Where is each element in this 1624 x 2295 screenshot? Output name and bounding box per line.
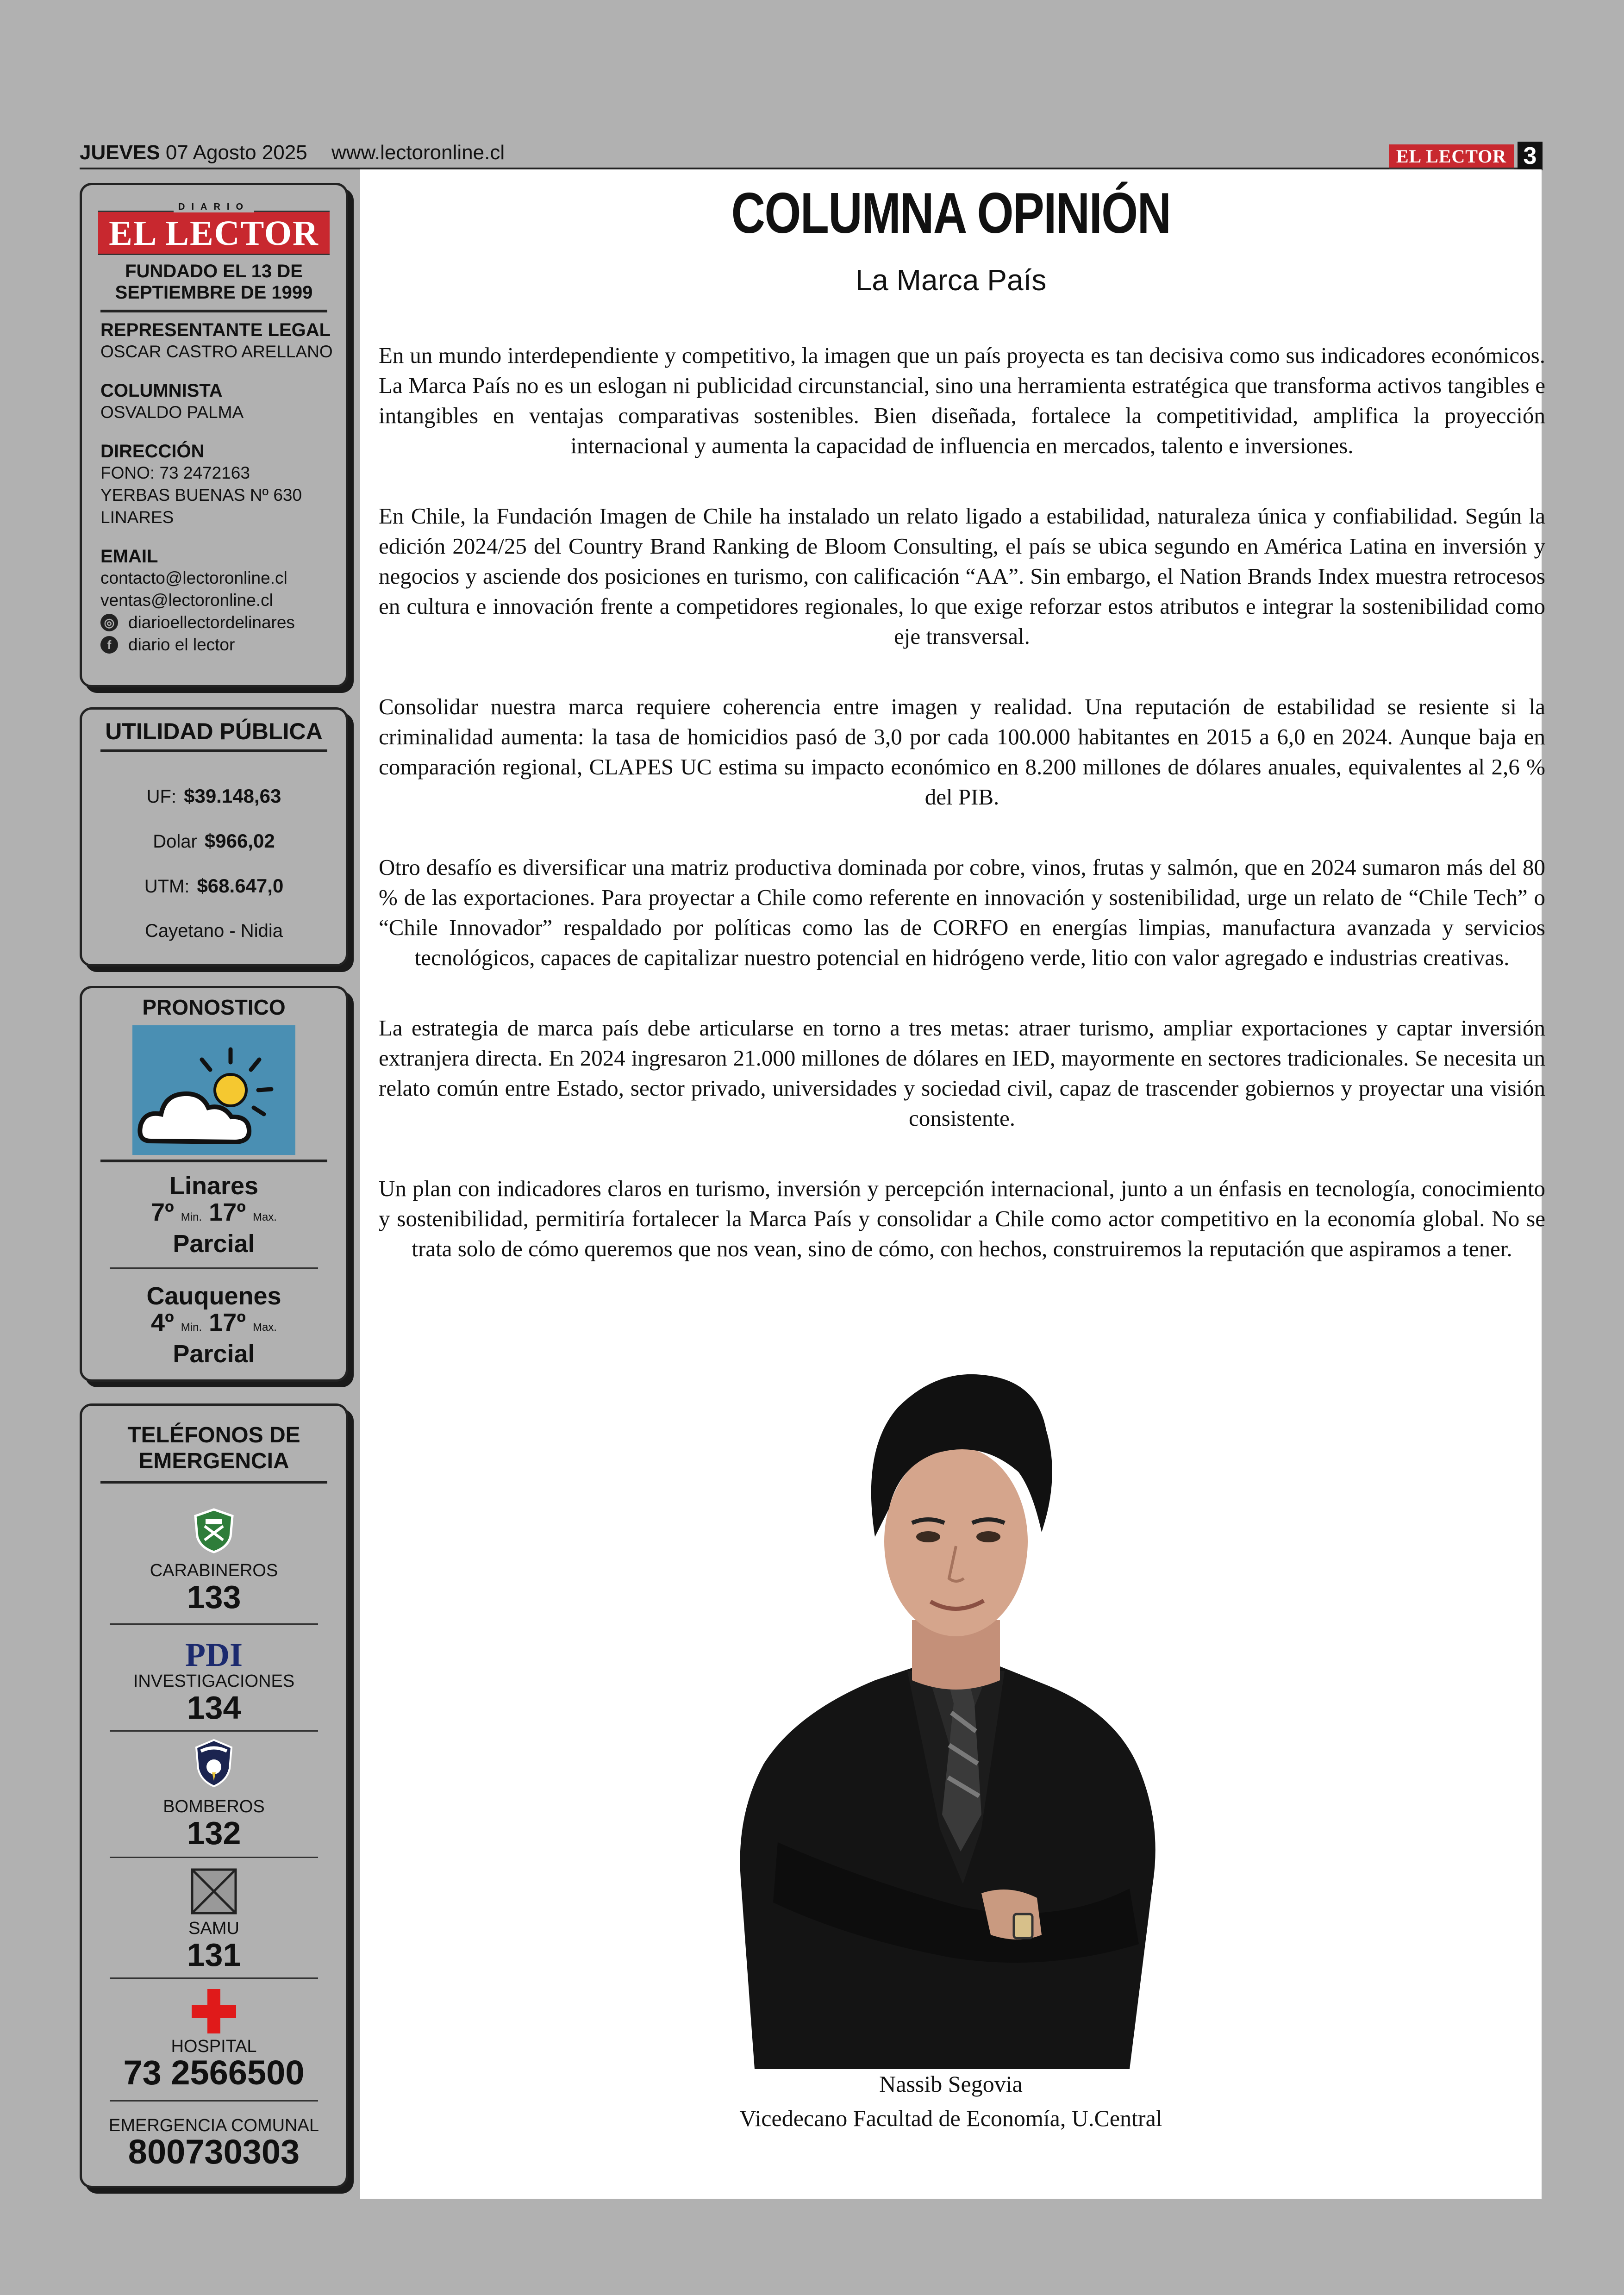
author-photo [722,1361,1181,2069]
author-name: Nassib Segovia [879,2071,1023,2097]
columnist-name: OSVALDO PALMA [100,403,244,422]
utility-box [80,707,348,967]
page-number: 3 [1518,142,1543,170]
dolar-value: $966,02 [204,830,275,852]
bomberos-badge-icon [192,1738,236,1789]
emergency-box [80,1403,348,2188]
divider [100,310,327,312]
saints-text: Cayetano - Nidia [145,921,283,941]
service-hospital [82,1988,346,2092]
max-label: Max. [252,1211,277,1223]
divider [110,1730,318,1732]
min-temp: 4º [151,1309,174,1336]
brand-logo [98,202,330,255]
utility-title: UTILIDAD PÚBLICA [105,718,323,744]
samu-placeholder-icon [191,1868,237,1915]
facebook-handle: diario el lector [128,635,235,654]
columnist-label: COLUMNISTA [100,380,223,401]
service-number[interactable]: 800730303 [128,2133,300,2171]
service-investigaciones [82,1636,346,1726]
article-paragraph: Un plan con indicadores claros en turismo, inversión y percepción internacional, junto a un énfasis en tecnología, conocimiento y sostenibilidad, permitiría fortalecer la Marca País y consolidar a Chile como actor competitivo en la economía global. No se trata solo de cómo queremos que nos vean, sino de cómo, con hechos, construiremos la reputación que aspiramos a tener. [379,1176,1545,1261]
service-name: EMERGENCIA COMUNAL [109,2116,319,2135]
forecast-title: PRONOSTICO [142,995,286,1019]
uf-label: UF: [146,786,177,807]
service-samu [82,1868,346,1971]
instagram-icon: ◎ [100,614,118,631]
city-text: LINARES [100,508,174,527]
service-number[interactable]: 132 [187,1815,241,1851]
divider [110,1623,318,1625]
street-text: YERBAS BUENAS Nº 630 [100,486,302,505]
instagram-link[interactable] [100,611,346,634]
city-condition: Parcial [173,1340,255,1368]
address-label: DIRECCIÓN [100,441,205,461]
article-paragraph: Otro desafío es diversificar una matriz productiva dominada por cobre, vinos, frutas y salmón, que en 2024 sumaron más del 80 % de las exportaciones. Para proyectar a Chile como referente en innovación y sostenibilidad, urge un relato de “Chile Tech” o “Chile Innovador” respaldado por políticas como las de CORFO en energías limpias, manufactura avanzada y servicios tecnológicos, capaces de capitalizar nuestro potencial en hidrógeno verde, litio con valor agregado e industrias creativas. [379,854,1545,970]
facebook-link[interactable] [100,634,346,656]
brand-top: DIARIO [174,202,254,212]
uf-value: $39.148,63 [184,785,281,807]
service-name: SAMU [188,1919,239,1938]
phone-text: FONO: 73 2472163 [100,463,250,482]
legal-name: OSCAR CASTRO ARELLANO [100,342,333,361]
masthead-box [80,183,348,687]
service-number[interactable]: 134 [187,1690,241,1726]
max-temp: 17º [209,1309,246,1336]
article-paragraph: La estrategia de marca país debe articularse en torno a tres metas: atraer turismo, ampliar exportaciones y captar inversión extranjera directa. En 2024 ingresaron 21.000 millones de dólares en IED, mayormente en sectores tradicionales. Se necesita un relato común entre Estado, sector privado, universidades y sociedad civil, capaz de trascender gobiernos y proyectar una visión consistente. [379,1015,1545,1131]
brand-name: EL LECTOR [109,214,319,253]
carabineros-badge-icon [192,1508,236,1554]
article-paragraph: En Chile, la Fundación Imagen de Chile ha instalado un relato ligado a estabilidad, naturaleza única y confiabilidad. Según la edición 2024/25 del Country Brand Ranking de Bloom Consulting, el país se ubica segundo en América Latina en inversión y negocios y asciende dos posiciones en turismo, con calificación “AA”. Sin embargo, el Nation Brands Index muestra retrocesos en cultura e innovación frente a competidores regionales, lo que exige reforzar estos atributos e integrar la sostenibilidad como eje transversal. [379,503,1545,649]
service-carabineros [82,1508,346,1613]
instagram-handle: diarioellectordelinares [128,613,295,632]
partly-cloudy-icon [132,1025,295,1155]
divider [110,1977,318,1979]
service-name: HOSPITAL [171,2037,257,2056]
founded-text: FUNDADO EL 13 DE SEPTIEMBRE DE 1999 [115,261,313,303]
divider [110,1267,318,1269]
city-condition: Parcial [173,1230,255,1258]
article-paragraph: En un mundo interdependiente y competitivo, la imagen que un país proyecta es tan decisiva como sus indicadores económicos. La Marca País no es un eslogan ni publicidad circunstancial, sino una herramienta estratégica que transforma activos tangibles e intangibles en ventajas comparativas sostenibles. Bien diseñada, fortalece la competitividad, amplifica la proyección internacional y aumenta la capacidad de influencia en mercados, talento e inversiones. [379,343,1545,458]
city-temps [82,1310,346,1341]
min-label: Min. [181,1321,202,1334]
dolar-label: Dolar [153,831,197,852]
emergency-title: TELÉFONOS DE EMERGENCIA [127,1423,300,1473]
email-label: EMAIL [100,546,158,567]
service-name: CARABINEROS [150,1561,278,1580]
header-day: JUEVES [80,141,160,164]
email-sales[interactable]: ventas@lectoronline.cl [100,591,273,610]
service-name: BOMBEROS [163,1797,265,1816]
email-contact[interactable]: contacto@lectoronline.cl [100,568,287,587]
article-paragraph: Consolidar nuestra marca requiere coherencia entre imagen y realidad. Una reputación de estabilidad se resiente si la criminalidad aumenta: la tasa de homicidios pasó de 3,0 por cada 100.000 habitantes en 2015 a 6,0 en 2024. Aunque baja en comparación regional, CLAPES UC estima su impacto económico en 8.200 millones de dólares anuales, equivalentes al 2,6 % del PIB. [379,694,1545,810]
city-name: Linares [169,1172,259,1200]
service-emergencia-comunal [82,2115,346,2171]
forecast-cauquenes [82,1283,346,1367]
service-number[interactable]: 133 [187,1579,241,1615]
dolar-row [82,829,346,853]
author-title: Vicedecano Facultad de Economía, U.Central [739,2105,1162,2131]
max-label: Max. [252,1321,277,1334]
city-name: Cauquenes [146,1282,281,1310]
divider [110,2100,318,2102]
legal-label: REPRESENTANTE LEGAL [100,320,331,340]
header-website[interactable]: www.lectoronline.cl [331,141,505,164]
service-number[interactable]: 131 [187,1937,241,1973]
red-cross-icon [191,1988,237,2034]
header-logo: EL LECTOR [1389,144,1514,169]
facebook-icon: f [100,636,118,654]
pdi-logo: PDI [185,1636,243,1673]
uf-row [82,785,346,808]
min-label: Min. [181,1211,202,1223]
service-bomberos [82,1738,346,1849]
article-title: COLUMNA OPINIÓN [731,181,1171,245]
service-name: INVESTIGACIONES [133,1671,295,1691]
forecast-box [80,986,348,1382]
divider [110,1857,318,1858]
service-number[interactable]: 73 2566500 [123,2053,305,2092]
city-temps [82,1199,346,1230]
max-temp: 17º [209,1198,246,1226]
header-date: 07 Agosto 2025 [165,141,307,164]
utm-value: $68.647,0 [197,875,284,897]
header-dateline [80,141,505,164]
divider [100,749,327,752]
author-caption [360,2067,1542,2135]
article-body [379,340,1545,1304]
utm-row [82,874,346,898]
article-subtitle: La Marca País [855,263,1047,297]
forecast-linares [82,1172,346,1257]
min-temp: 7º [151,1198,174,1226]
divider [100,1160,327,1162]
divider [100,1481,327,1484]
utm-label: UTM: [144,876,190,897]
